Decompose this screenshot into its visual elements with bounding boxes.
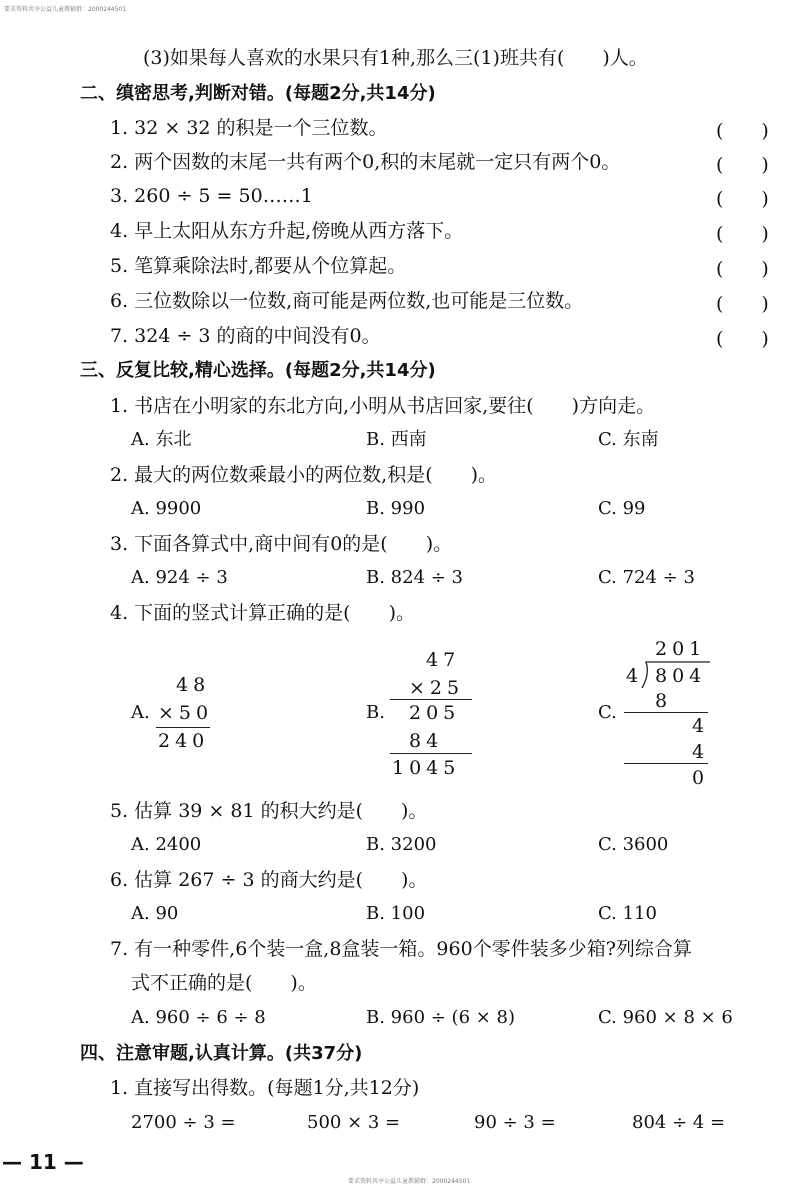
judge-item-7: 7. 324 ÷ 3 的商的中间没有0。 xyxy=(110,325,381,347)
choice-q5-stem: 5. 估算 39 × 81 的积大约是( )。 xyxy=(110,800,428,822)
long-division-rule2 xyxy=(624,763,708,764)
long-division-quotient: 201 xyxy=(655,638,707,660)
long-division-rule1 xyxy=(624,712,708,713)
vertical-calc-b-rule2 xyxy=(390,753,472,754)
choice-q5-option-a[interactable]: A. 2400 xyxy=(131,834,202,855)
vertical-calc-b-rule xyxy=(390,699,472,700)
oral-calc-item[interactable]: 500 × 3 = xyxy=(307,1112,401,1133)
long-division-step2: 4 xyxy=(692,715,710,737)
judge-item-4: 4. 早上太阳从东方升起,傍晚从西方落下。 xyxy=(110,220,464,242)
choice-q1-option-a[interactable]: A. 东北 xyxy=(131,429,192,450)
choice-q7-stem-line2: 式不正确的是( )。 xyxy=(131,972,317,994)
vertical-calc-b-row1: 47 xyxy=(426,649,461,671)
choice-q1-option-b[interactable]: B. 西南 xyxy=(366,429,427,450)
vertical-calc-b-row2: ×25 xyxy=(409,677,465,699)
judge-item-5: 5. 笔算乘除法时,都要从个位算起。 xyxy=(110,255,407,277)
vertical-calc-b-result: 1045 xyxy=(392,757,461,779)
choice-q2-option-b[interactable]: B. 990 xyxy=(366,498,426,519)
oral-calc-item[interactable]: 2700 ÷ 3 = xyxy=(131,1112,236,1133)
choice-q3-option-a[interactable]: A. 924 ÷ 3 xyxy=(131,567,228,588)
choice-q6-option-a[interactable]: A. 90 xyxy=(131,903,179,924)
answer-blank[interactable]: ( ) xyxy=(716,258,769,280)
choice-q4-option-b[interactable]: B. xyxy=(366,702,385,723)
page-number: — 11 — xyxy=(2,1150,84,1174)
section-3-title: 三、反复比较,精心选择。(每题2分,共14分) xyxy=(80,360,436,381)
long-division-step1: 8 xyxy=(655,690,673,712)
answer-blank[interactable]: ( ) xyxy=(716,293,769,315)
vertical-calc-a-row2: ×50 xyxy=(158,702,214,724)
long-division-dividend: 804 xyxy=(655,665,707,687)
choice-q2-option-c[interactable]: C. 99 xyxy=(598,498,646,519)
choice-q7-option-a[interactable]: A. 960 ÷ 6 ÷ 8 xyxy=(131,1007,266,1028)
calc-subsection-1: 1. 直接写出得数。(每题1分,共12分) xyxy=(110,1077,420,1099)
choice-q2-option-a[interactable]: A. 9900 xyxy=(131,498,202,519)
choice-q7-option-c[interactable]: C. 960 × 8 × 6 xyxy=(598,1007,733,1028)
choice-q4-option-a[interactable]: A. xyxy=(131,702,150,723)
choice-q2-stem: 2. 最大的两位数乘最小的两位数,积是( )。 xyxy=(110,464,498,486)
answer-blank[interactable]: ( ) xyxy=(716,154,769,176)
choice-q1-stem: 1. 书店在小明家的东北方向,小明从书店回家,要往( )方向走。 xyxy=(110,395,656,417)
long-division-divisor: 4 xyxy=(626,665,644,687)
choice-q6-option-b[interactable]: B. 100 xyxy=(366,903,426,924)
choice-q3-option-c[interactable]: C. 724 ÷ 3 xyxy=(598,567,695,588)
top-question-line: (3)如果每人喜欢的水果只有1种,那么三(1)班共有( )人。 xyxy=(143,47,648,69)
oral-calc-item[interactable]: 804 ÷ 4 = xyxy=(632,1112,726,1133)
section-2-title: 二、缜密思考,判断对错。(每题2分,共14分) xyxy=(80,83,436,104)
judge-item-3: 3. 260 ÷ 5 = 50……1 xyxy=(110,185,313,207)
answer-blank[interactable]: ( ) xyxy=(716,328,769,350)
long-division-step3: 4 xyxy=(692,741,710,763)
judge-item-6: 6. 三位数除以一位数,商可能是两位数,也可能是三位数。 xyxy=(110,290,584,312)
choice-q1-option-c[interactable]: C. 东南 xyxy=(598,429,659,450)
footer-note: 要求资料共享公益儿童教辅群：2000244501 xyxy=(348,1178,471,1185)
header-note: 要求资料共享公益儿童教辅群：2000244501 xyxy=(4,6,127,13)
vertical-calc-a-rule xyxy=(156,727,210,728)
choice-q5-option-c[interactable]: C. 3600 xyxy=(598,834,669,855)
vertical-calc-b-partial1: 205 xyxy=(409,702,461,724)
choice-q5-option-b[interactable]: B. 3200 xyxy=(366,834,437,855)
judge-item-1: 1. 32 × 32 的积是一个三位数。 xyxy=(110,117,388,139)
choice-q7-option-b[interactable]: B. 960 ÷ (6 × 8) xyxy=(366,1007,516,1028)
choice-q3-stem: 3. 下面各算式中,商中间有0的是( )。 xyxy=(110,533,453,555)
answer-blank[interactable]: ( ) xyxy=(716,188,769,210)
choice-q4-option-c[interactable]: C. xyxy=(598,702,617,723)
vertical-calc-a-row1: 48 xyxy=(176,674,211,696)
judge-item-2: 2. 两个因数的末尾一共有两个0,积的末尾就一定只有两个0。 xyxy=(110,151,621,173)
answer-blank[interactable]: ( ) xyxy=(716,223,769,245)
choice-q3-option-b[interactable]: B. 824 ÷ 3 xyxy=(366,567,464,588)
vertical-calc-b-partial2: 84 xyxy=(409,730,444,752)
choice-q6-option-c[interactable]: C. 110 xyxy=(598,903,657,924)
choice-q4-stem: 4. 下面的竖式计算正确的是( )。 xyxy=(110,602,415,624)
vertical-calc-a-result: 240 xyxy=(158,730,210,752)
long-division-remainder: 0 xyxy=(692,767,710,789)
section-4-title: 四、注意审题,认真计算。(共37分) xyxy=(80,1043,363,1064)
choice-q7-stem-line1: 7. 有一种零件,6个装一盒,8盒装一箱。960个零件装多少箱?列综合算 xyxy=(110,938,692,960)
answer-blank[interactable]: ( ) xyxy=(716,120,769,142)
choice-q6-stem: 6. 估算 267 ÷ 3 的商大约是( )。 xyxy=(110,869,428,891)
oral-calc-item[interactable]: 90 ÷ 3 = xyxy=(474,1112,556,1133)
